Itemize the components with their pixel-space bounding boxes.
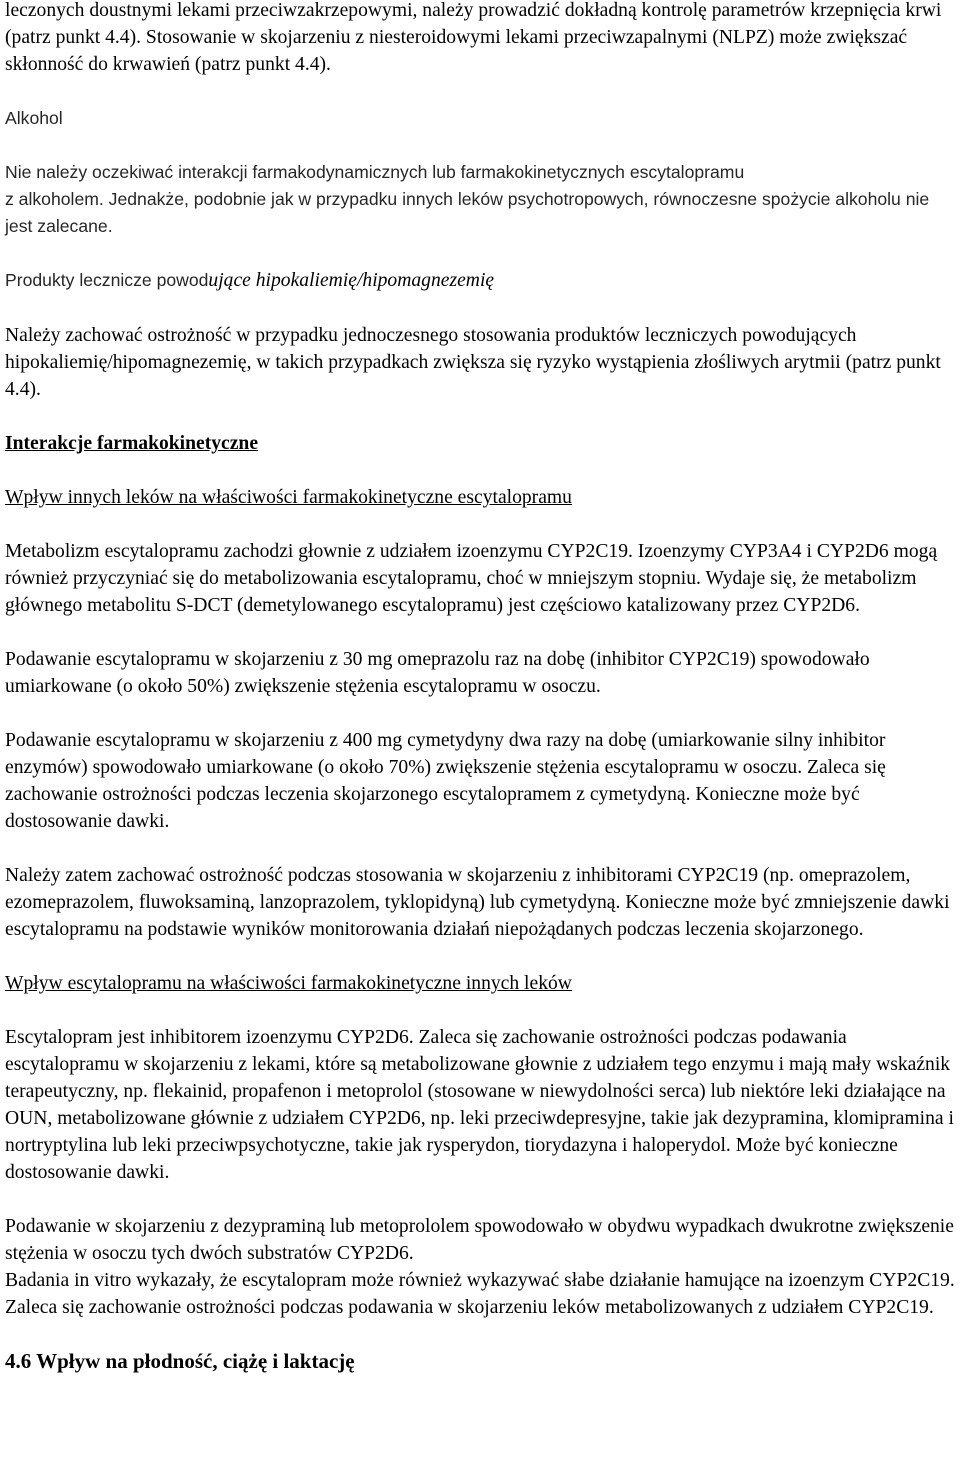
heading-alcohol: Alkohol: [5, 108, 63, 128]
paragraph-hypokalemia: Należy zachować ostrożność w przypadku jednoczesnego stosowania produktów leczniczych powodujących hipokaliemię/hipomagnezemię, w takich przypadkach zwiększa się ryzyko wystąpienia złośliwych arytmii (patrz punkt 4.4).: [5, 325, 941, 400]
paragraph-desipramine: Podawanie w skojarzeniu z dezypraminą lub metoprololem spowodowało w obydwu wypadkach dwukrotne zwiększenie stężenia w osoczu tych dwóch substratów CYP2D6.: [5, 1216, 954, 1264]
paragraph-alcohol: [5, 159, 957, 240]
alcohol-line-2b: Jednakże, podobnie jak w przypadku innych leków psychotropowych, równoczesne spożycie alkoholu nie jest zalecane.: [5, 189, 930, 236]
subheading-other-drugs-effect: Wpływ innych leków na właściwości farmakokinetyczne escytalopramu: [5, 487, 572, 508]
paragraph-anticoagulants: leczonych doustnymi lekami przeciwzakrzepowymi, należy prowadzić dokładną kontrolę parametrów krzepnięcia krwi (patrz punkt 4.4). Stosowanie w skojarzeniu z niesteroidowymi lekami przeciwzapalnymi (NLPZ) może zwiększać skłonność do krwawień (patrz punkt 4.4).: [5, 0, 942, 75]
paragraph-in-vitro: Badania in vitro wykazały, że escytalopram może również wykazywać słabe działanie hamujące na izoenzym CYP2C19. Zaleca się zachowanie ostrożności podczas podawania w skojarzeniu leków metabolizowanych z udziałem CYP2C19.: [5, 1270, 955, 1318]
subheading-escitalopram-effect: Wpływ escytalopramu na właściwości farmakokinetyczne innych leków: [5, 973, 572, 994]
paragraph-omeprazole: Podawanie escytalopramu w skojarzeniu z 30 mg omeprazolu raz na dobę (inhibitor CYP2C19) spowodowało umiarkowane (o około 50%) zwiększenie stężenia escytalopramu w osoczu.: [5, 649, 870, 697]
heading-pharmacokinetic: Interakcje farmakokinetyczne: [5, 433, 259, 454]
alcohol-line-2a: z alkoholem.: [5, 189, 104, 209]
heading-hypokalemia-b: ujące hipokaliemię/hipomagnezemię: [208, 270, 495, 291]
heading-hypokalemia: [5, 267, 957, 295]
paragraph-cyp2c19-inhibitors: Należy zatem zachować ostrożność podczas stosowania w skojarzeniu z inhibitorami CYP2C19 (np. omeprazolem, ezomeprazolem, fluwoksaminą, lanzoprazolem, tyklopidyną) lub cymetydyną. Konieczne może być zmniejszenie dawki escytalopramu na podstawie wyników monitorowania działań niepożądanych podczas leczenia skojarzonego.: [5, 865, 950, 940]
paragraph-cyp2d6: Escytalopram jest inhibitorem izoenzymu CYP2D6. Zaleca się zachowanie ostrożności podczas podawania escytalopramu w skojarzeniu z lekami, które są metabolizowane głownie z udziałem tego enzymu i mają mały wskaźnik terapeutyczny, np. flekainid, propafenon i metoprolol (stosowane w niewydolności serca) lub niektóre leki działające na OUN, metabolizowane głównie z udziałem CYP2D6, np. leki przeciwdepresyjne, takie jak dezypramina, klomipramina i nortryptylina lub leki przeciwpsychotyczne, takie jak rysperydon, tiorydazyna i haloperydol. Może być konieczne dostosowanie dawki.: [5, 1027, 954, 1183]
section-heading-4-6: 4.6 Wpływ na płodność, ciążę i laktację: [5, 1349, 355, 1373]
paragraph-cimetidine: Podawanie escytalopramu w skojarzeniu z 400 mg cymetydyny dwa razy na dobę (umiarkowanie silny inhibitor enzymów) spowodowało umiarkowane (o około 70%) zwiększenie stężenia escytalopramu w osoczu. Zaleca się zachowanie ostrożności podczas leczenia skojarzonego escytalopramem z cymetydyną. Konieczne może być dostosowanie dawki.: [5, 730, 886, 832]
heading-hypokalemia-a: Produkty lecznicze powod: [5, 270, 209, 290]
alcohol-line-1: Nie należy oczekiwać interakcji farmakodynamicznych lub farmakokinetycznych escytalopramu: [5, 162, 745, 182]
paragraph-metabolism: Metabolizm escytalopramu zachodzi głownie z udziałem izoenzymu CYP2C19. Izoenzymy CYP3A4 i CYP2D6 mogą również przyczyniać się do metabolizowania escytalopramu, choć w mniejszym stopniu. Wydaje się, że metabolizm głównego metabolitu S-DCT (demetylowanego escytalopramu) jest częściowo katalizowany przez CYP2D6.: [5, 541, 938, 616]
document-page: [5, 0, 957, 1375]
